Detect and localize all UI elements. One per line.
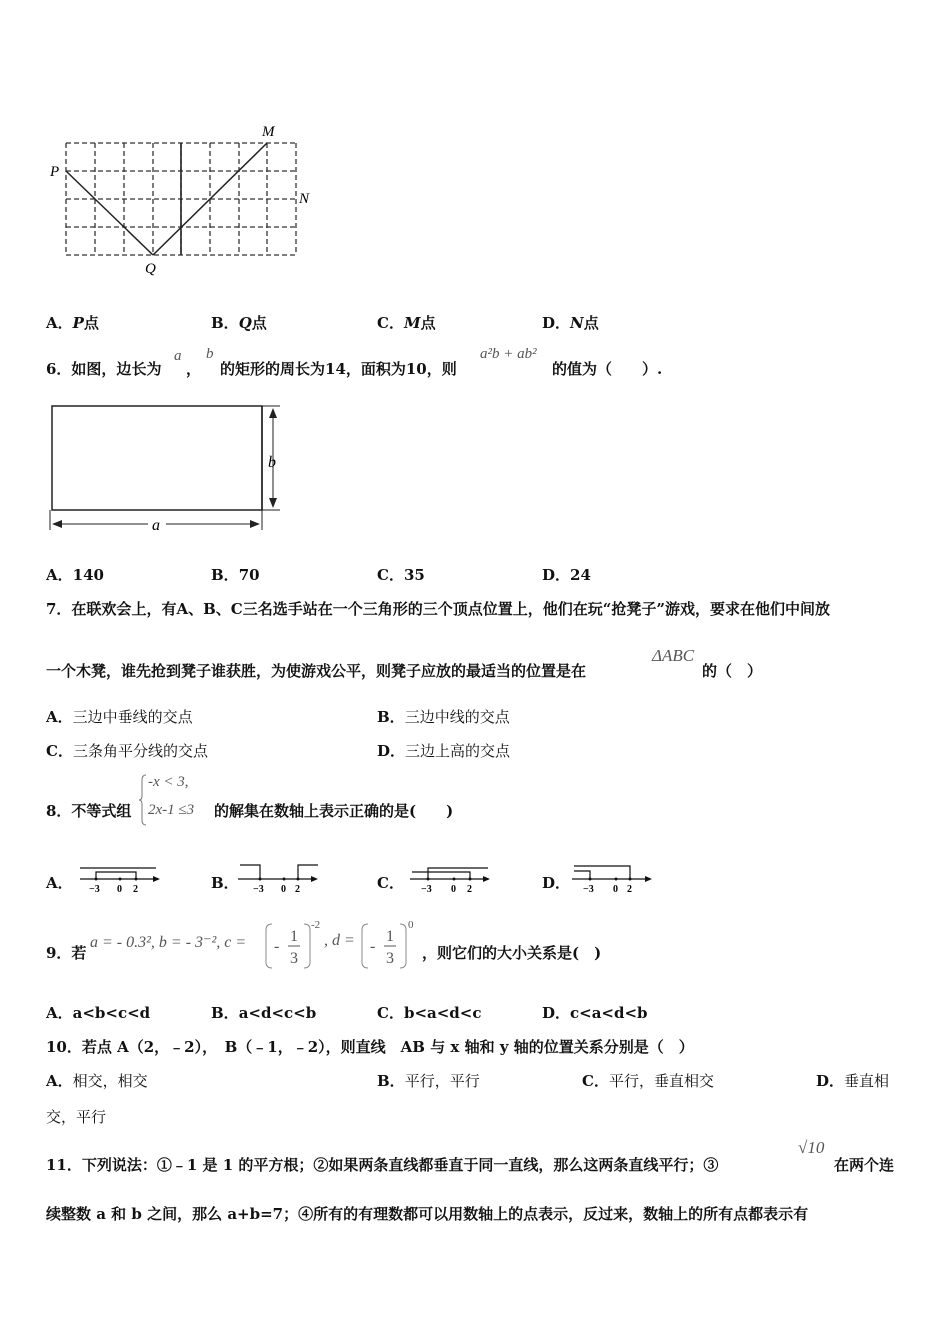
- tick-label: 2: [295, 884, 300, 895]
- rect-label-a: a: [152, 517, 160, 534]
- number-line-d: [572, 860, 654, 896]
- q5-option-d[interactable]: D．N点: [542, 314, 599, 332]
- q6-option-d[interactable]: D．24: [542, 566, 591, 584]
- q7-option-a[interactable]: A．三边中垂线的交点: [46, 708, 193, 726]
- tick-label: 2: [627, 884, 632, 895]
- fraction-d: [360, 918, 420, 974]
- q8-option-a[interactable]: A．: [46, 874, 73, 892]
- tick-label: 2: [467, 884, 472, 895]
- frac-d-sign: -: [370, 938, 376, 955]
- frac-d-num: 1: [386, 928, 394, 945]
- fraction-c: [264, 918, 324, 974]
- q10-stem: 10．若点 A（2，﹣2）， B（﹣1，﹣2），则直线 AB 与 x 轴和 y 轴的位置关系分别是（ ）: [46, 1038, 694, 1056]
- q9-option-d[interactable]: D．c<a<d<b: [542, 1004, 648, 1022]
- tick-label: 0: [451, 884, 456, 895]
- label-q: Q: [145, 261, 156, 277]
- grid-figure: [40, 118, 330, 283]
- rect-label-b: b: [268, 454, 276, 471]
- q11-stem-line2: 续整数 a 和 b 之间，那么 a+b=7；④所有的有理数都可以用数轴上的点表示，反过来，数轴上的所有点都表示有: [46, 1205, 809, 1223]
- q5-option-b[interactable]: B．Q点: [211, 314, 267, 332]
- q5-option-c[interactable]: C．M点: [377, 314, 436, 332]
- q9-option-c[interactable]: C．b<a<d<c: [377, 1004, 482, 1022]
- q10-option-d[interactable]: D．垂直相: [816, 1072, 890, 1090]
- tick-label: 0: [613, 884, 618, 895]
- frac-c-den: 3: [290, 950, 298, 967]
- frac-c-num: 1: [290, 928, 298, 945]
- label-n: N: [299, 191, 310, 207]
- number-line-c: [410, 860, 492, 896]
- number-line-a: [80, 860, 162, 896]
- q6-option-c[interactable]: C．35: [377, 566, 425, 584]
- label-m: M: [262, 124, 275, 140]
- frac-c-sign: -: [274, 938, 280, 955]
- q8-option-d[interactable]: D．: [542, 874, 571, 892]
- tick-label: −3: [89, 884, 100, 895]
- q7-option-d[interactable]: D．三边上高的交点: [377, 742, 511, 760]
- q10-option-b[interactable]: B．平行，平行: [377, 1072, 480, 1090]
- q7-option-b[interactable]: B．三边中线的交点: [377, 708, 510, 726]
- tick-label: 0: [117, 884, 122, 895]
- q7-stem-line1: 7．在联欢会上，有A、B、C三名选手站在一个三角形的三个顶点位置上，他们在玩“抢凳子”游戏，要求在他们中间放: [46, 600, 830, 618]
- q6-option-b[interactable]: B．70: [211, 566, 260, 584]
- rectangle-figure: [46, 400, 296, 540]
- tick-label: 0: [281, 884, 286, 895]
- tick-label: −3: [253, 884, 264, 895]
- q9-option-a[interactable]: A．a<b<c<d: [46, 1004, 151, 1022]
- number-line-b: [238, 860, 320, 896]
- q8-option-c[interactable]: C．: [377, 874, 404, 892]
- q7-option-c[interactable]: C．三条角平分线的交点: [46, 742, 208, 760]
- q9-option-b[interactable]: B．a<d<c<b: [211, 1004, 317, 1022]
- q10-option-a[interactable]: A．相交，相交: [46, 1072, 148, 1090]
- segment-pq: [66, 171, 153, 255]
- label-p: P: [50, 164, 60, 180]
- q8-option-b[interactable]: B．: [211, 874, 239, 892]
- system-brace: [139, 774, 147, 826]
- q10-option-d-wrap: 交，平行: [46, 1108, 107, 1126]
- tick-label: −3: [421, 884, 432, 895]
- frac-d-exp: 0: [408, 919, 414, 931]
- q5-option-a[interactable]: A．P点: [46, 314, 99, 332]
- frac-c-exp: -2: [311, 919, 321, 931]
- tick-label: −3: [583, 884, 594, 895]
- q6-option-a[interactable]: A．140: [46, 566, 104, 584]
- frac-d-den: 3: [386, 950, 394, 967]
- q10-option-c[interactable]: C．平行，垂直相交: [582, 1072, 714, 1090]
- tick-label: 2: [133, 884, 138, 895]
